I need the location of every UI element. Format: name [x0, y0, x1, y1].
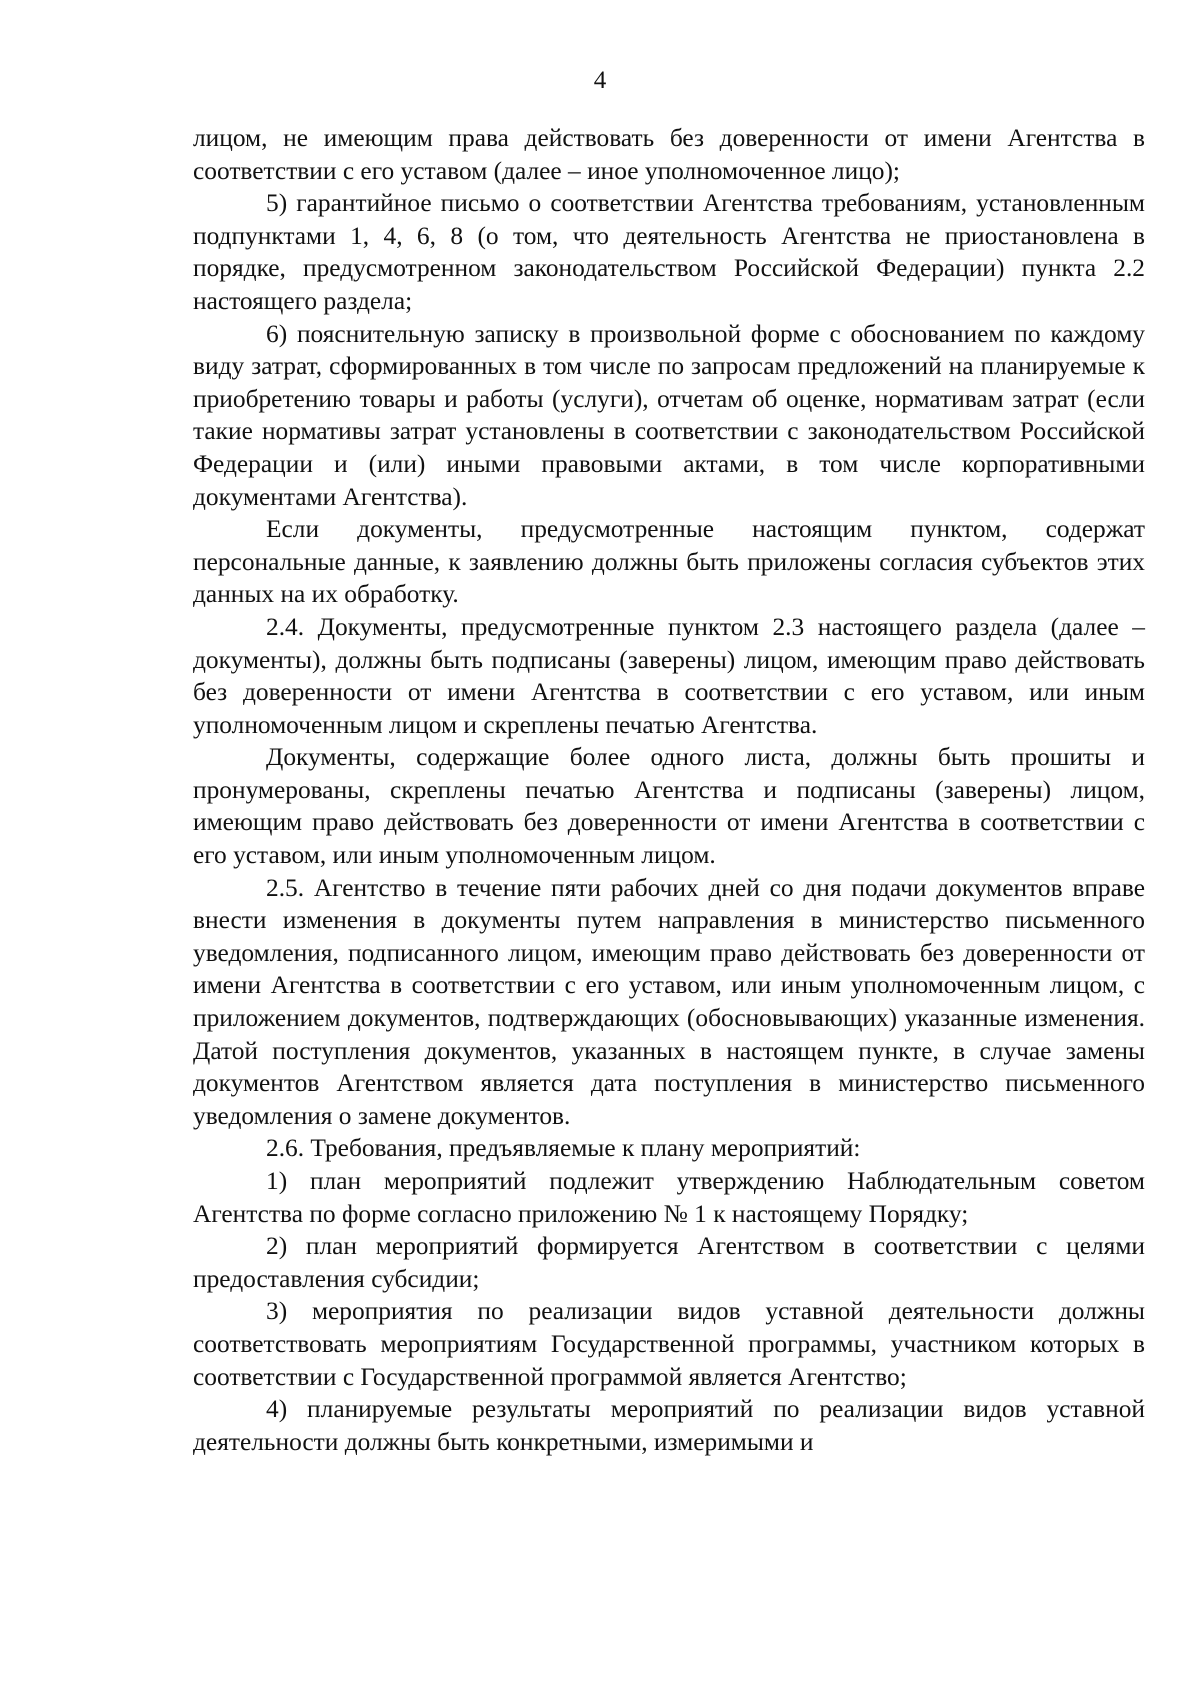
paragraph-2-6-item-1: 1) план мероприятий подлежит утверждению Наблюдательным советом Агентства по форме согласно приложению № 1 к настоящему Порядку;	[193, 1167, 1145, 1228]
paragraph-2-6-item-2: 2) план мероприятий формируется Агентством в соответствии с целями предоставления субсидии;	[193, 1232, 1145, 1293]
paragraph-2-5: 2.5. Агентство в течение пяти рабочих дней со дня подачи документов вправе внести изменения в документы путем направления в министерство письменного уведомления, подписанного лицом, имеющим право действовать без доверенности от имени Агентства в соответствии с его уставом, или иным уполномоченным лицом, с приложением документов, подтверждающих (обосновывающих) указанные изменения. Датой поступления документов, указанных в настоящем пункте, в случае замены документов Агентством является дата поступления в министерство письменного уведомления о замене документов.	[193, 873, 1145, 1130]
paragraph-2-6-item-4: 4) планируемые результаты мероприятий по реализации видов уставной деятельности должны быть конкретными, измеримыми и	[193, 1395, 1145, 1456]
paragraph-personal-data: Если документы, предусмотренные настоящим пунктом, содержат персональные данные, к заявлению должны быть приложены согласия субъектов этих данных на их обработку.	[193, 515, 1145, 609]
page-number: 4	[593, 67, 607, 94]
paragraph-2-6: 2.6. Требования, предъявляемые к плану мероприятий:	[266, 1134, 861, 1163]
paragraph-2-6-item-3: 3) мероприятия по реализации видов уставной деятельности должны соответствовать мероприятиям Государственной программы, участником которых в соответствии с Государственной программой является Агентство;	[193, 1297, 1145, 1391]
paragraph-continuation: лицом, не имеющим права действовать без доверенности от имени Агентства в соответствии с его уставом (далее – иное уполномоченное лицо);	[193, 124, 1145, 185]
document-body	[193, 122, 1145, 1458]
paragraph-item-5: 5) гарантийное письмо о соответствии Агентства требованиям, установленным подпунктами 1, 4, 6, 8 (о том, что деятельность Агентства не приостановлена в порядке, предусмотренном законодательством Российской Федерации) пункта 2.2 настоящего раздела;	[193, 189, 1145, 315]
paragraph-2-4: 2.4. Документы, предусмотренные пунктом 2.3 настоящего раздела (далее – документы), должны быть подписаны (заверены) лицом, имеющим право действовать без доверенности от имени Агентства в соответствии с его уставом, или иным уполномоченным лицом и скреплены печатью Агентства.	[193, 612, 1145, 739]
paragraph-multi-sheet: Документы, содержащие более одного листа, должны быть прошиты и пронумерованы, скреплены печатью Агентства и подписаны (заверены) лицом, имеющим право действовать без доверенности от имени Агентства в соответствии с его уставом, или иным уполномоченным лицом.	[193, 743, 1145, 870]
paragraph-item-6: 6) пояснительную записку в произвольной форме с обоснованием по каждому виду затрат, сформированных в том числе по запросам предложений на планируемые к приобретению товары и работы (услуги), отчетам об оценке, нормативам затрат (если такие нормативы затрат установлены в соответствии с законодательством Российской Федерации и (или) иными правовыми актами, в том числе корпоративными документами Агентства).	[193, 319, 1145, 511]
